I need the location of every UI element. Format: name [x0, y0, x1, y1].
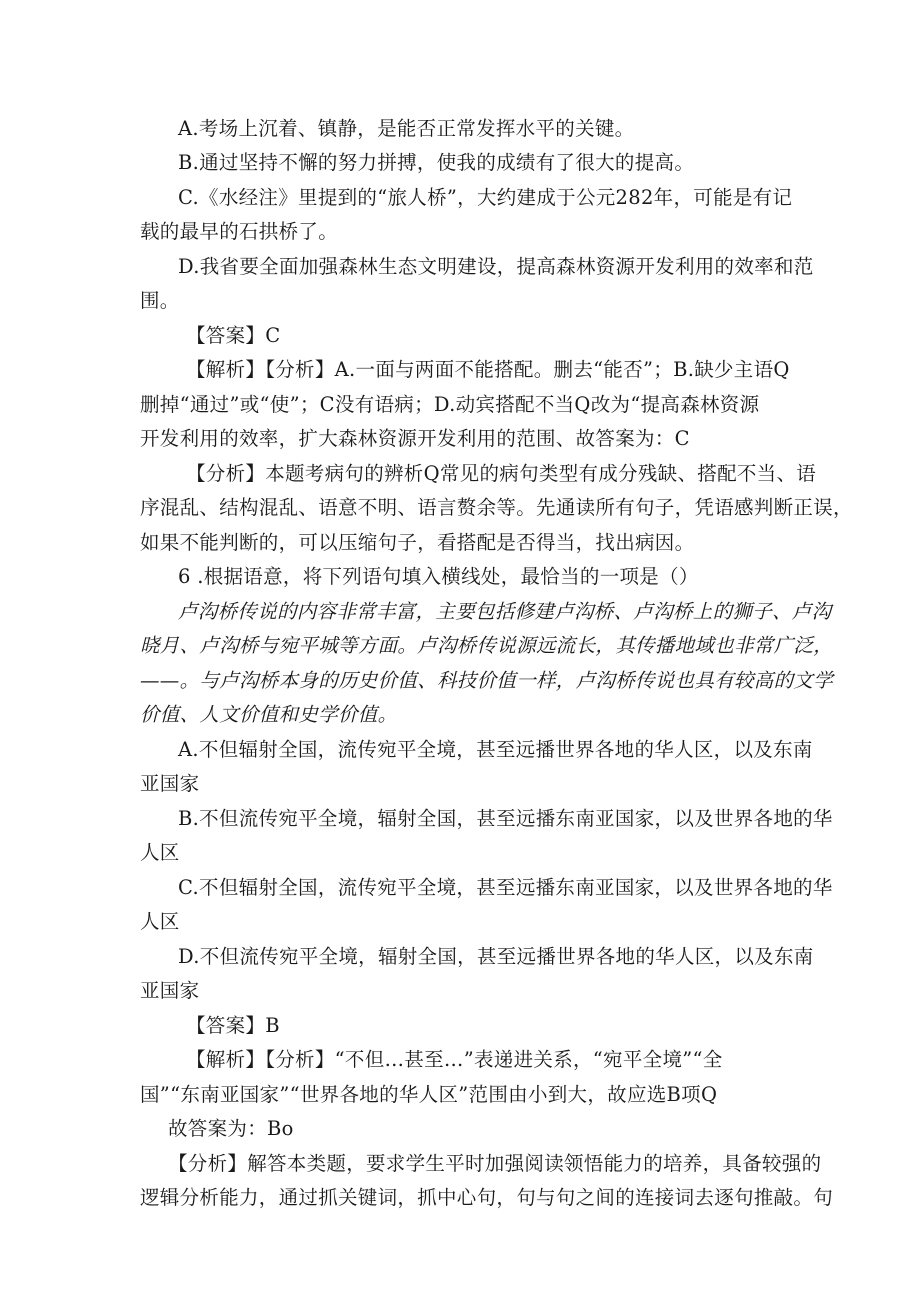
option-d-q5: D.我省要全面加强森林生态文明建设，提高森林资源开发利用的效率和范	[178, 255, 814, 278]
option-b-q6: B.不但流传宛平全境，辐射全国，甚至远播东南亚国家，以及世界各地的华	[178, 807, 833, 830]
analysis-q6: 【分析】解答本类题，要求学生平时加强阅读领悟能力的培养，具备较强的	[168, 1152, 822, 1175]
option-b-q5: B.通过坚持不懈的努力拼搏，使我的成绩有了很大的提高。	[178, 151, 695, 174]
answer-statement-q6: 故答案为：Bo	[168, 1117, 294, 1140]
explanation-q5-cont-2: 开发利用的效率，扩大森林资源开发利用的范围、故答案为：C	[140, 427, 690, 450]
option-d-q6: D.不但流传宛平全境，辐射全国，甚至远播世界各地的华人区，以及东南	[178, 945, 814, 968]
passage-line-1: 卢沟桥传说的内容非常丰富，主要包括修建卢沟桥、卢沟桥上的狮子、卢沟	[178, 600, 832, 623]
option-a-q6: A.不但辐射全国，流传宛平全境，甚至远播世界各地的华人区，以及东南	[178, 738, 813, 761]
option-d-q5-cont: 围。	[140, 289, 180, 312]
analysis-q5-cont-1: 序混乱、结构混乱、语意不明、语言赘余等。先通读所有句子，凭语感判断正误，	[140, 496, 853, 519]
option-d-q6-cont: 亚国家	[140, 979, 200, 1002]
analysis-q6-cont: 逻辑分析能力，通过抓关键词，抓中心句，句与句之间的连接词去逐句推敲。句	[140, 1186, 834, 1209]
explanation-q6-cont: 国”“东南亚国家”“世界各地的华人区”范围由小到大，故应选B项Q	[140, 1083, 718, 1106]
option-c-q5: C.《水经注》里提到的“旅人桥”，大约建成于公元282年，可能是有记	[178, 186, 793, 209]
option-c-q6-cont: 人区	[140, 910, 180, 933]
analysis-q5-cont-2: 如果不能判断的，可以压缩句子，看搭配是否得当，找出病因。	[140, 531, 695, 554]
answer-q6: 【答案】B	[186, 1014, 280, 1037]
option-a-q6-cont: 亚国家	[140, 772, 200, 795]
option-c-q6: C.不但辐射全国，流传宛平全境，甚至远播东南亚国家，以及世界各地的华	[178, 876, 833, 899]
explanation-q6: 【解析】【分析】“不但…甚至…”表递进关系，“宛平全境”“全	[186, 1048, 723, 1071]
analysis-q5: 【分析】本题考病句的辨析Q常见的病句类型有成分残缺、搭配不当、语	[186, 462, 817, 485]
explanation-q5: 【解析】【分析】A.一面与两面不能搭配。删去“能否”；B.缺少主语Q	[186, 358, 790, 381]
passage-line-3: ——。与卢沟桥本身的历史价值、科技价值一样，卢沟桥传说也具有较高的文学	[140, 669, 834, 692]
explanation-q5-cont-1: 删掉“通过”或“使”；C没有语病；D.动宾搭配不当Q改为“提高森林资源	[140, 393, 760, 416]
question-6: 6 .根据语意，将下列语句填入横线处，最恰当的一项是（）	[178, 565, 699, 588]
option-a-q5: A.考场上沉着、镇静，是能否正常发挥水平的关键。	[178, 117, 635, 140]
passage-line-2: 晓月、卢沟桥与宛平城等方面。卢沟桥传说源远流长，其传播地域也非常广泛，	[140, 634, 834, 657]
passage-line-4: 价值、人文价值和史学价值。	[140, 703, 398, 726]
option-b-q6-cont: 人区	[140, 841, 180, 864]
answer-q5: 【答案】C	[186, 324, 281, 347]
option-c-q5-cont: 载的最早的石拱桥了。	[140, 220, 339, 243]
